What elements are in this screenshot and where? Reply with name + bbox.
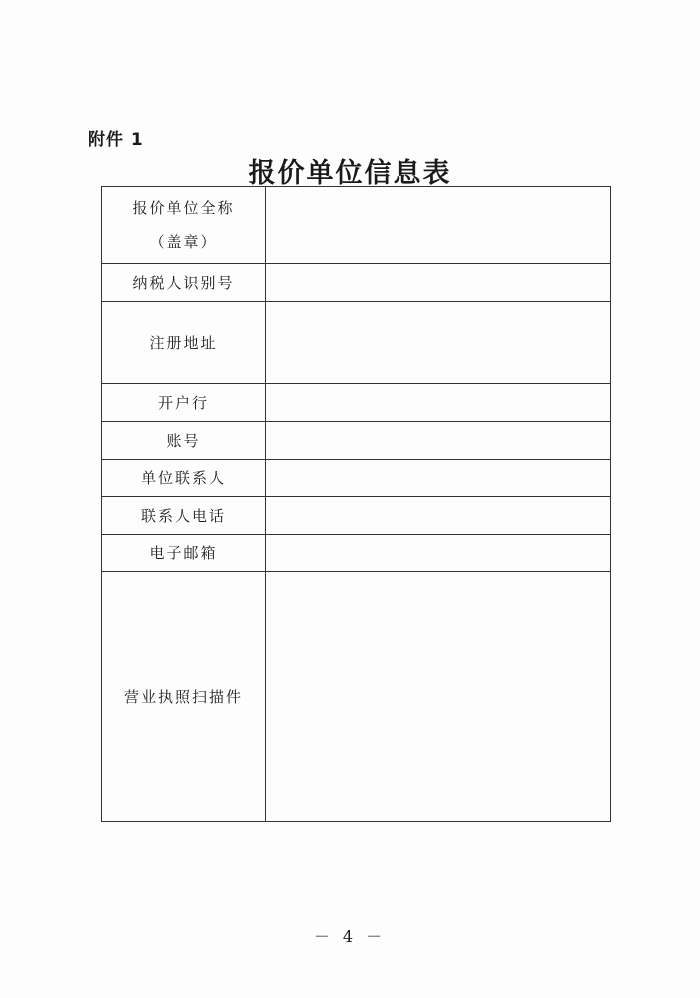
label-text: 联系人电话 bbox=[140, 506, 226, 525]
table-row-email bbox=[102, 535, 610, 572]
label-registered-address bbox=[102, 302, 266, 383]
value-account[interactable] bbox=[266, 422, 610, 459]
form-title: 报价单位信息表 bbox=[248, 158, 452, 189]
label-company-name bbox=[102, 187, 266, 263]
label-text: 注册地址 bbox=[149, 333, 218, 352]
table-row-company-name bbox=[102, 187, 610, 264]
table-row-tax-id bbox=[102, 264, 610, 302]
table-row-contact-phone bbox=[102, 497, 610, 535]
label-text: 电子邮箱 bbox=[149, 544, 218, 562]
value-tax-id[interactable] bbox=[266, 264, 610, 301]
label-text: 营业执照扫描件 bbox=[123, 687, 243, 706]
label-business-license bbox=[102, 572, 266, 821]
value-bank[interactable] bbox=[266, 384, 610, 421]
value-company-name[interactable] bbox=[266, 187, 610, 263]
label-text: 开户行 bbox=[157, 393, 209, 412]
label-email bbox=[102, 535, 266, 571]
table-row-business-license bbox=[102, 572, 610, 821]
label-account bbox=[102, 422, 266, 459]
label-contact-phone bbox=[102, 497, 266, 534]
value-contact-phone[interactable] bbox=[266, 497, 610, 534]
label-tax-id bbox=[102, 264, 266, 301]
page-number: － 4 － bbox=[313, 927, 387, 946]
value-contact-person[interactable] bbox=[266, 460, 610, 496]
label-text: 纳税人识别号 bbox=[132, 273, 235, 292]
table-row-registered-address bbox=[102, 302, 610, 384]
table-row-account bbox=[102, 422, 610, 460]
label-text: 报价单位全称 bbox=[132, 199, 235, 217]
value-business-license[interactable] bbox=[266, 572, 610, 821]
label-subtext: （盖章） bbox=[149, 233, 218, 251]
label-text: 账号 bbox=[166, 431, 201, 450]
value-registered-address[interactable] bbox=[266, 302, 610, 383]
table-row-bank bbox=[102, 384, 610, 422]
table-row-contact-person bbox=[102, 460, 610, 497]
label-contact-person bbox=[102, 460, 266, 496]
attachment-label: 附件 1 bbox=[88, 130, 144, 150]
value-email[interactable] bbox=[266, 535, 610, 571]
label-text: 单位联系人 bbox=[140, 469, 226, 487]
label-bank bbox=[102, 384, 266, 421]
info-table bbox=[101, 186, 611, 822]
